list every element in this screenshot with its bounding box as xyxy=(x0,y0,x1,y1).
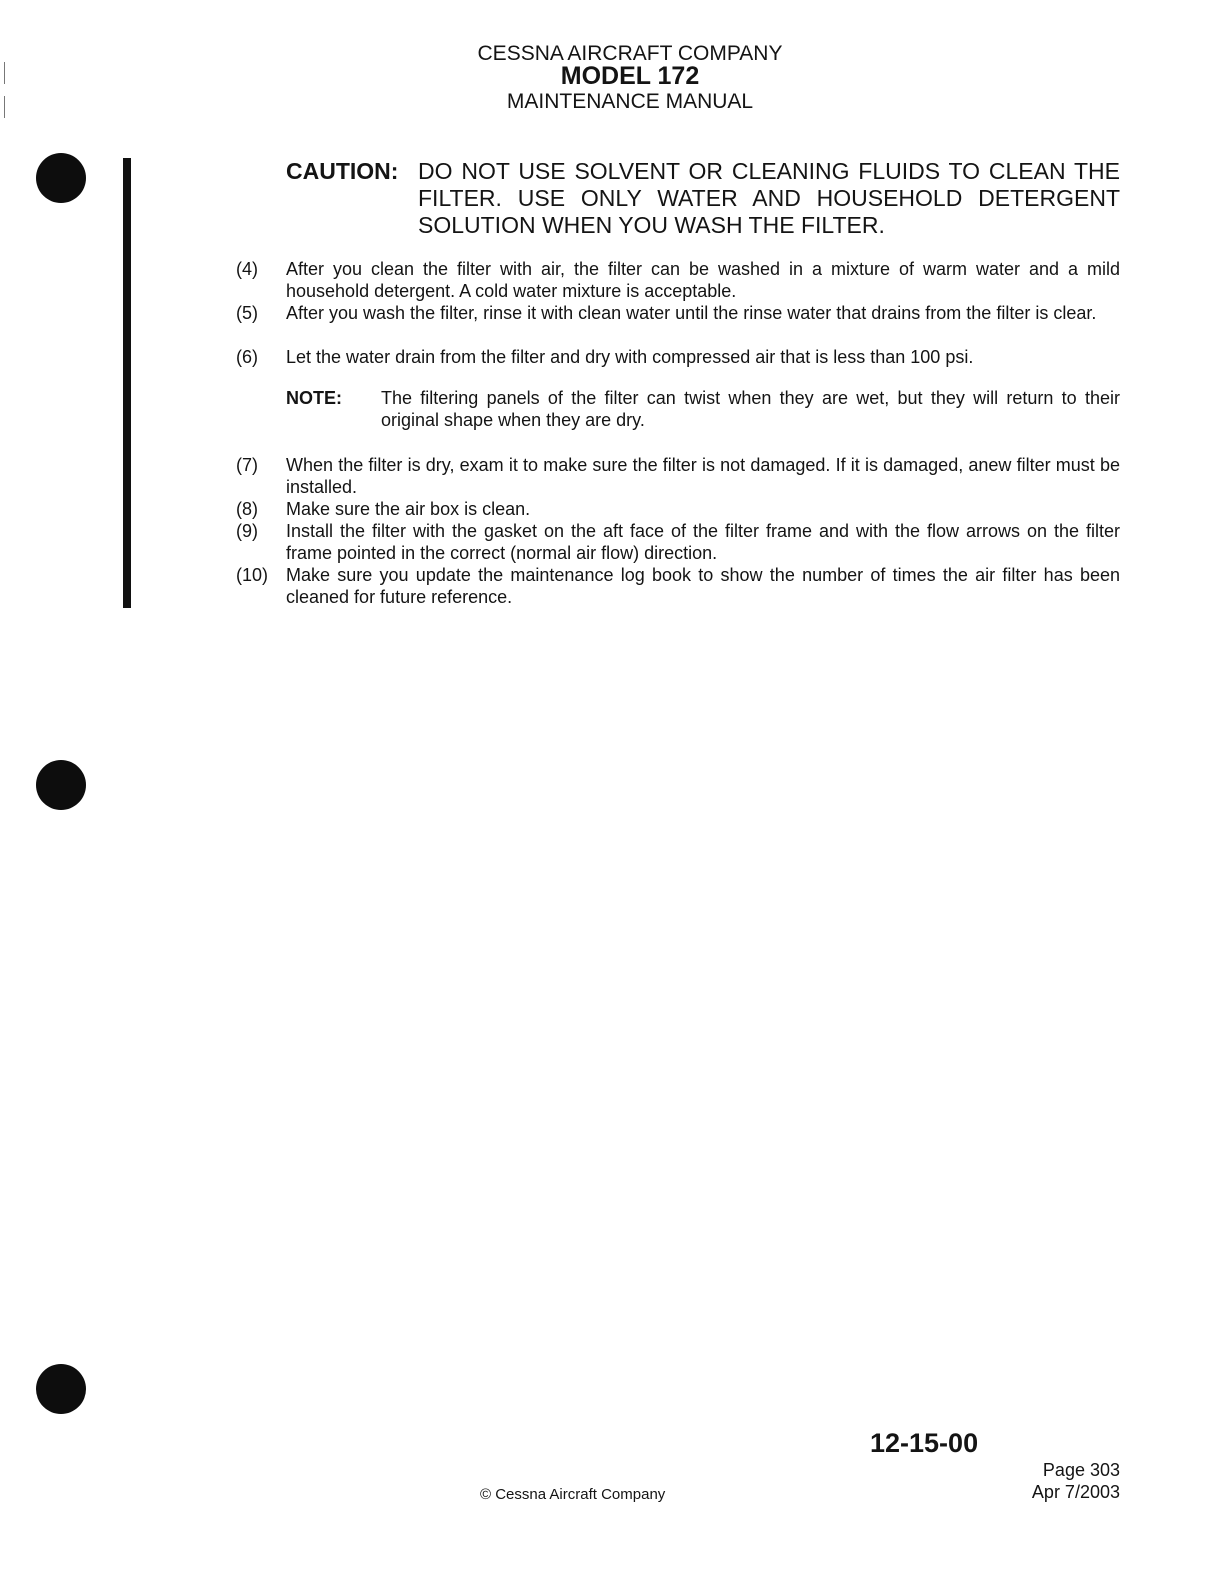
footer-copyright: © Cessna Aircraft Company xyxy=(480,1486,666,1503)
step-item xyxy=(236,258,1120,302)
step-number: (4) xyxy=(236,259,258,279)
step-number: (5) xyxy=(236,303,258,323)
revision-change-bar xyxy=(123,158,131,608)
footer-page-number: Page 303 xyxy=(1042,1460,1120,1480)
caution-label: CAUTION: xyxy=(286,158,399,184)
step-item xyxy=(236,498,1120,520)
header-company: CESSNA AIRCRAFT COMPANY xyxy=(477,42,783,65)
header-model: MODEL 172 xyxy=(560,62,700,90)
step-item xyxy=(236,454,1120,498)
step-text: Install the filter with the gasket on the aft face of the filter frame and with the flow arrows on the filter frame pointed in the correct (normal air flow) direction. xyxy=(286,521,1120,563)
note-text: The filtering panels of the filter can twist when they are wet, but they will return to their original shape when they are dry. xyxy=(381,388,1120,430)
step-number: (10) xyxy=(236,565,269,585)
step-text: After you wash the filter, rinse it with clean water until the rinse water that drains from the filter is clear. xyxy=(286,303,1097,323)
caution-text: DO NOT USE SOLVENT OR CLEANING FLUIDS TO CLEAN THE FILTER. USE ONLY WATER AND HOUSEHOLD DETERGENT SOLUTION WHEN YOU WASH THE FILTER. xyxy=(418,158,1120,238)
step-text: Make sure the air box is clean. xyxy=(286,499,531,519)
step-item xyxy=(236,564,1120,608)
step-number: (7) xyxy=(236,455,258,475)
step-item xyxy=(236,346,1120,368)
step-item xyxy=(236,520,1120,564)
binder-hole xyxy=(36,153,86,203)
binder-hole xyxy=(36,760,86,810)
header-manual: MAINTENANCE MANUAL xyxy=(506,90,754,113)
step-number: (6) xyxy=(236,347,258,367)
note-label: NOTE: xyxy=(286,388,342,408)
step-text: After you clean the filter with air, the filter can be washed in a mixture of warm water and a mild household detergent. A cold water mixture is acceptable. xyxy=(286,259,1120,301)
step-text: Make sure you update the maintenance log book to show the number of times the air filter has been cleaned for future reference. xyxy=(286,565,1120,607)
caution-block xyxy=(286,158,1120,239)
step-item xyxy=(236,302,1120,324)
footer-revision-date: Apr 7/2003 xyxy=(1031,1482,1120,1502)
step-number: (9) xyxy=(236,521,258,541)
step-text: Let the water drain from the filter and dry with compressed air that is less than 100 psi. xyxy=(286,347,974,367)
step-text: When the filter is dry, exam it to make sure the filter is not damaged. If it is damaged, anew filter must be installed. xyxy=(286,455,1120,497)
binder-hole xyxy=(36,1364,86,1414)
footer-section-number: 12-15-00 xyxy=(870,1428,979,1458)
step-number: (8) xyxy=(236,499,258,519)
note-block xyxy=(286,387,1120,431)
